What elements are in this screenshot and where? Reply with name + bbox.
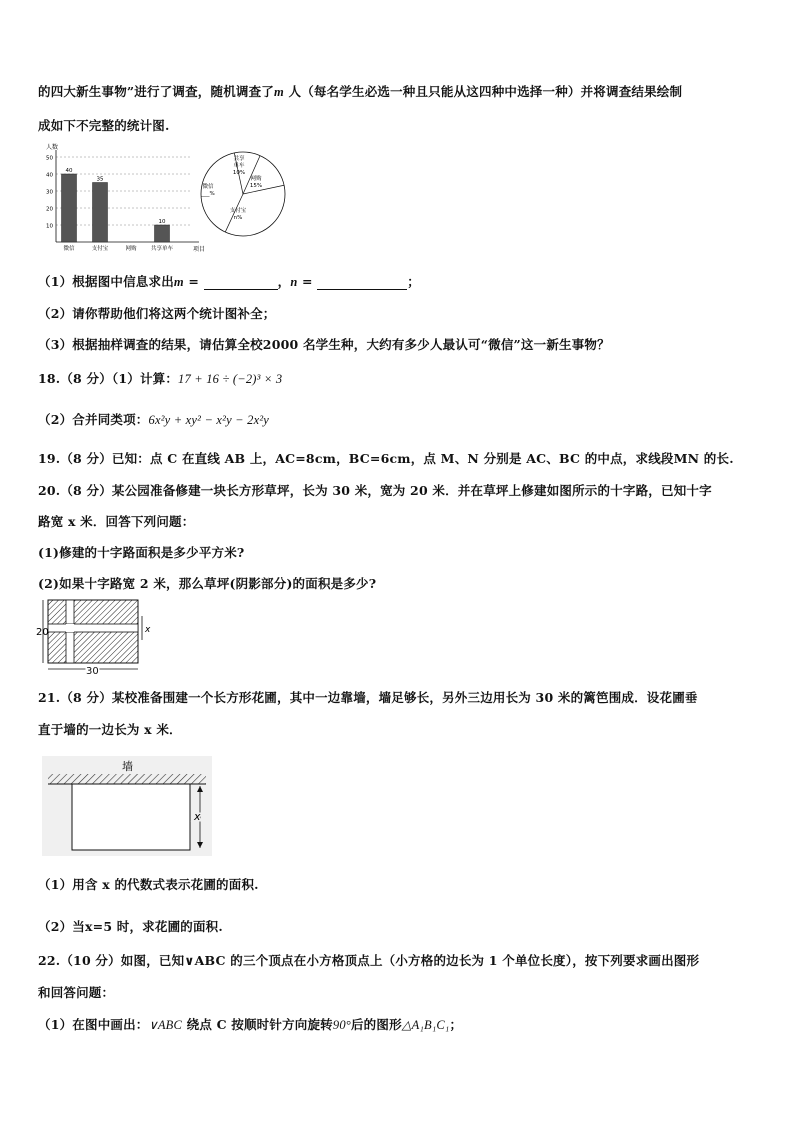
intro-line-1: [38, 82, 682, 100]
q17-part3: （3）根据抽样调查的结果，请估算全校2000 名学生种，大约有多少人最认可“微信”这一新生事物？: [38, 337, 610, 352]
y-tick-label: 40: [46, 172, 53, 179]
side-label: x: [194, 810, 201, 823]
slice-label: 10%: [232, 170, 246, 176]
y-tick-label: 10: [46, 223, 53, 230]
slice-label: n%: [233, 215, 243, 221]
q22-line-1: 22.（10 分）如图，已知∨ABC 的三个顶点在小方格顶点上（小方格的边长为 1 个单位长度），按下列要求画出图形: [38, 953, 700, 968]
road-horizontal: [48, 624, 138, 632]
slice-label: 15%: [249, 183, 263, 189]
q22-p1-text-b: 绕点 C 按顺时针方向旋转: [182, 1017, 333, 1032]
slice-label: 网购: [250, 176, 262, 182]
semicolon: ；: [407, 274, 420, 289]
answer-blank-n[interactable]: [317, 277, 407, 290]
intro-text-a: 的四大新生事物”进行了调查，随机调查了: [38, 84, 274, 99]
y-tick-label: 30: [46, 189, 53, 196]
equals: =: [183, 274, 204, 289]
wall-label: 墙: [122, 760, 133, 773]
semicolon: ；: [449, 1017, 463, 1032]
intro-line-2: 成如下不完整的统计图.: [38, 118, 170, 133]
q19-text: 19.（8 分）已知：点 C 在直线 AB 上，AC=8cm，BC=6cm，点 M、N 分别是 AC、BC 的中点，求线段MN 的长.: [38, 451, 734, 466]
q21-part2: （2）当x=5 时，求花圃的面积.: [38, 919, 223, 934]
q18-expression-1: 17 + 16 ÷ (−2)³ × 3: [178, 372, 283, 386]
q21-line-2: 直于墙的一边长为 x 米．: [38, 722, 182, 737]
q17-part1: [38, 272, 420, 290]
intro-text-b: 人（每名学生必选一种且只能从这四种中选择一种）并将调查结果绘制: [288, 84, 683, 99]
pie-chart: [198, 150, 288, 238]
bar: [93, 183, 108, 243]
q22-line-2: 和回答问题：: [38, 985, 115, 1000]
slice-label: 支付宝: [229, 208, 247, 214]
var-n: n: [290, 275, 298, 289]
q22-p1-text-c: 后的图形: [350, 1017, 402, 1032]
slice-label: 单车: [233, 163, 245, 169]
q22-p1-text-a: （1）在图中画出：: [38, 1017, 149, 1032]
data-label: 35: [96, 176, 104, 183]
bar-chart: [36, 142, 216, 258]
var-m: m: [173, 275, 184, 289]
q22-part1: [38, 1015, 462, 1033]
q21-part1: （1）用含 x 的代数式表示花圃的面积.: [38, 877, 259, 892]
slice-label: 微信: [202, 184, 214, 190]
q21-line-1: 21.（8 分）某校准备围建一个长方形花圃，其中一边靠墙，墙足够长，另外三边用长为 30 米的篱笆围成．设花圃垂: [38, 690, 698, 705]
width-label: 20: [36, 627, 49, 638]
q18-p2-label: （2）合并同类项：: [38, 412, 149, 427]
equals: =: [297, 274, 318, 289]
q20-part2: (2)如果十字路宽 2 米，那么草坪(阴影部分)的面积是多少?: [38, 576, 377, 591]
data-label: 40: [65, 168, 73, 174]
wall: [48, 774, 206, 784]
triangle-a1b1c1: △A₁B₁C₁: [401, 1018, 450, 1032]
angle-90: 90°: [332, 1018, 351, 1032]
q17-part2: （2）请你帮助他们将这两个统计图补全；: [38, 306, 276, 321]
separator: ，: [277, 274, 291, 289]
category-label: 微信: [63, 246, 75, 252]
q18-heading: 18.（8 分）（1）计算：: [38, 371, 179, 386]
garden-figure: [42, 756, 212, 856]
q18-part2: [38, 410, 269, 428]
category-label: 共享单车: [150, 246, 174, 252]
garden-rect: [72, 784, 190, 850]
y-tick-label: 50: [46, 155, 53, 162]
q17-p1-text: （1）根据图中信息求出: [38, 274, 174, 289]
var-m: m: [274, 85, 284, 99]
length-label: 30: [86, 666, 99, 677]
slice-label: ___%: [201, 191, 215, 197]
x-axis-label: 项目: [193, 246, 206, 253]
y-tick-label: 20: [46, 206, 53, 213]
slice-label: 共享: [233, 156, 245, 162]
road-width-label: x: [145, 625, 151, 635]
bar: [62, 174, 77, 242]
q20-line-1: 20.（8 分）某公园准备修建一块长方形草坪，长为 30 米，宽为 20 米．并在草坪上修建如图所示的十字路，已知十字: [38, 483, 712, 498]
q20-part1: (1)修建的十字路面积是多少平方米?: [38, 545, 245, 560]
answer-blank-m[interactable]: [204, 277, 278, 290]
q20-line-2: 路宽 x 米．回答下列问题：: [38, 514, 195, 529]
category-label: 网购: [125, 246, 137, 252]
q18-part1: [38, 369, 282, 387]
bar: [155, 225, 170, 242]
triangle-abc: ∨ABC: [148, 1018, 183, 1032]
category-label: 支付宝: [91, 246, 109, 252]
y-axis-label: 人数: [46, 144, 59, 151]
data-label: 10: [158, 219, 166, 225]
cross-road-figure: [34, 596, 154, 678]
q18-expression-2: 6x²y + xy² − x²y − 2x²y: [148, 413, 270, 427]
road-cross: [66, 624, 74, 632]
